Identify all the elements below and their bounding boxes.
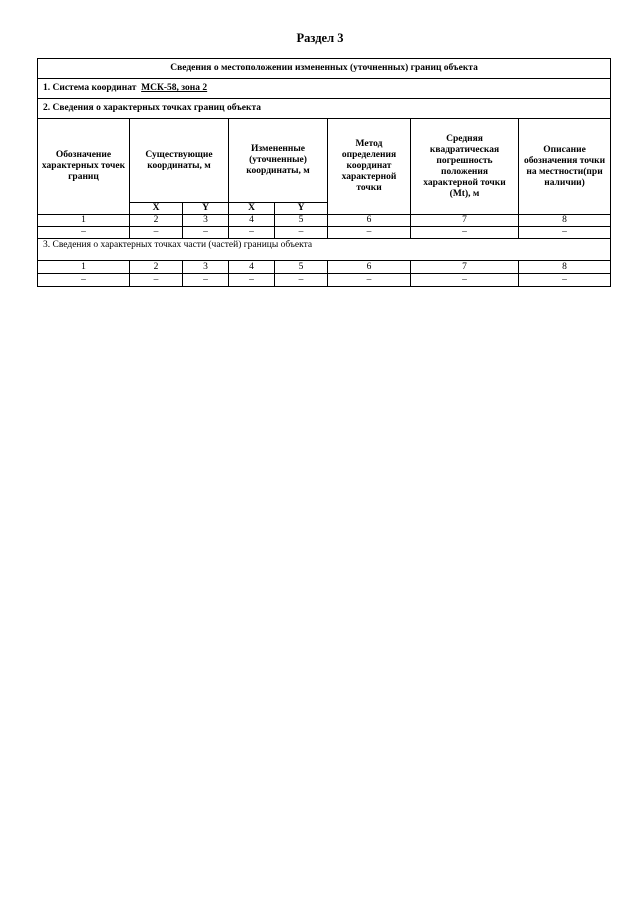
empty-value: – bbox=[328, 227, 411, 239]
empty-value: – bbox=[130, 274, 183, 287]
part-points-heading: 3. Сведения о характерных точках части (частей) границы объекта bbox=[38, 239, 611, 261]
column-number: 8 bbox=[519, 261, 611, 274]
column-number: 2 bbox=[130, 215, 183, 227]
empty-value: – bbox=[183, 227, 229, 239]
header-existing-coordinates: Существующие координаты, м bbox=[130, 119, 229, 203]
boundary-points-table bbox=[37, 58, 611, 287]
empty-value: – bbox=[411, 274, 519, 287]
table-caption: Сведения о местоположении измененных (уточненных) границ объекта bbox=[38, 59, 611, 79]
characteristic-points-heading: 2. Сведения о характерных точках границ объекта bbox=[38, 99, 611, 119]
empty-value: – bbox=[130, 227, 183, 239]
empty-value: – bbox=[519, 227, 611, 239]
header-changed-coordinates: Измененные (уточненные) координаты, м bbox=[229, 119, 328, 203]
column-number: 5 bbox=[275, 215, 328, 227]
empty-value: – bbox=[519, 274, 611, 287]
column-number: 6 bbox=[328, 215, 411, 227]
column-number: 1 bbox=[38, 261, 130, 274]
empty-value: – bbox=[38, 227, 130, 239]
column-number: 2 bbox=[130, 261, 183, 274]
empty-value: – bbox=[328, 274, 411, 287]
column-number: 7 bbox=[411, 215, 519, 227]
header-changed-y: Y bbox=[275, 203, 328, 215]
column-number: 8 bbox=[519, 215, 611, 227]
header-description: Описание обозначения точки на местности(при наличии) bbox=[519, 119, 611, 215]
empty-value: – bbox=[229, 274, 275, 287]
coordinate-system-label: 1. Система координат bbox=[43, 83, 137, 93]
header-existing-y: Y bbox=[183, 203, 229, 215]
coordinate-system-row bbox=[38, 79, 611, 99]
coordinate-system-value: МСК-58, зона 2 bbox=[141, 83, 208, 93]
column-number: 6 bbox=[328, 261, 411, 274]
column-number: 7 bbox=[411, 261, 519, 274]
header-method: Метод определения координат характерной точки bbox=[328, 119, 411, 215]
column-number: 1 bbox=[38, 215, 130, 227]
empty-value: – bbox=[229, 227, 275, 239]
empty-value: – bbox=[38, 274, 130, 287]
column-number: 4 bbox=[229, 261, 275, 274]
empty-value: – bbox=[183, 274, 229, 287]
empty-value: – bbox=[411, 227, 519, 239]
column-number: 5 bbox=[275, 261, 328, 274]
column-number: 3 bbox=[183, 215, 229, 227]
empty-value: – bbox=[275, 274, 328, 287]
column-number: 4 bbox=[229, 215, 275, 227]
empty-value: – bbox=[275, 227, 328, 239]
header-changed-x: X bbox=[229, 203, 275, 215]
header-mean-square-error: Средняя квадратическая погрешность положения характерной точки (Mt), м bbox=[411, 119, 519, 215]
header-designation: Обозначение характерных точек границ bbox=[38, 119, 130, 215]
header-existing-x: X bbox=[130, 203, 183, 215]
section-title: Раздел 3 bbox=[296, 31, 344, 45]
column-number: 3 bbox=[183, 261, 229, 274]
